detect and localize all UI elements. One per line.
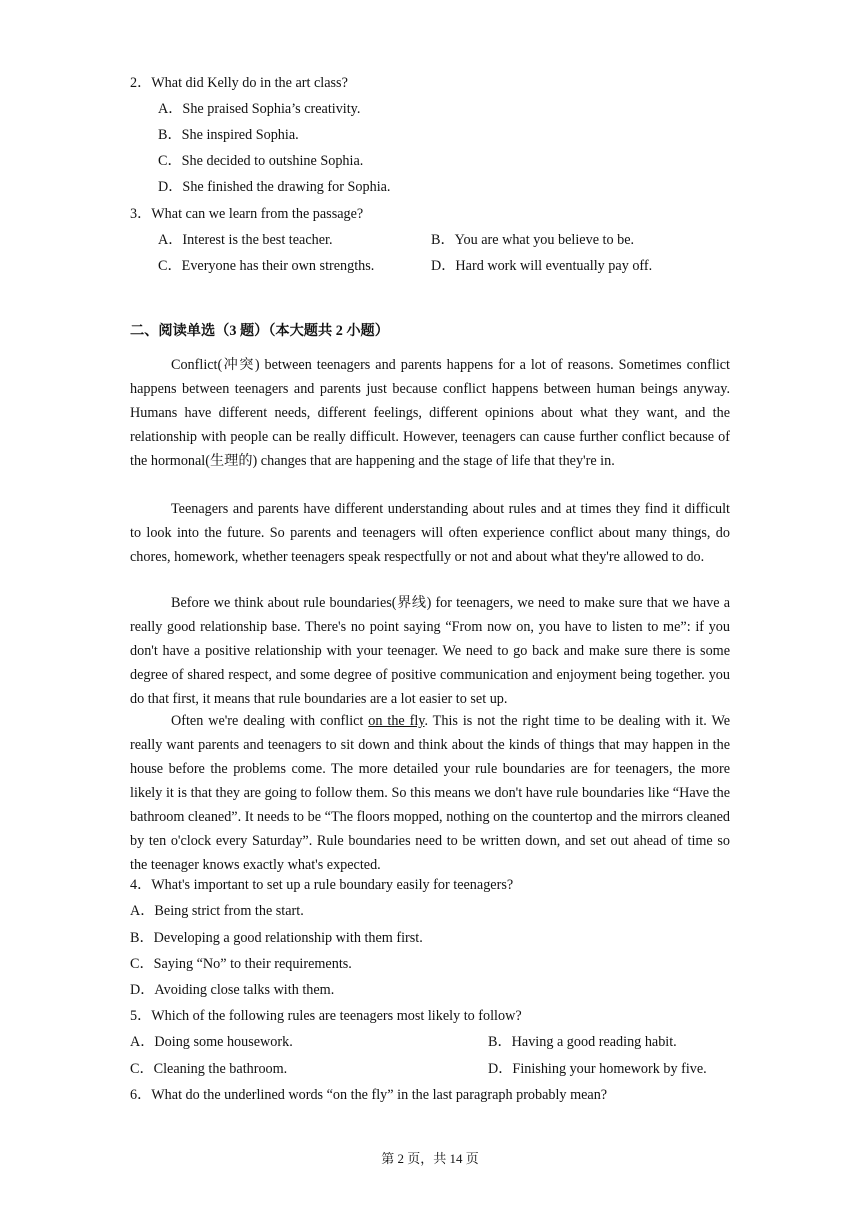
- question-4-option-a: A．Being strict from the start.: [130, 903, 304, 919]
- passage-paragraph-1: Conflict(冲突) between teenagers and parents happens for a lot of reasons. Sometimes conflict happens between teenagers and parents just because conflict happens between human beings anyway. Humans have different needs, different feelings, different opinions about what they want, and the relationship with people can be really difficult. However, teenagers can cause further conflict because of the hormonal(生理的) changes that are happening and the stage of life that they're in.: [130, 357, 730, 469]
- question-6-stem: 6．What do the underlined words “on the fly” in the last paragraph probably mean?: [130, 1087, 608, 1103]
- question-5-option-d: D．Finishing your homework by five.: [488, 1061, 707, 1077]
- question-3-option-c: C．Everyone has their own strengths.: [158, 258, 375, 274]
- question-5-option-b: B．Having a good reading habit.: [488, 1034, 677, 1050]
- question-5-stem: 5．Which of the following rules are teenagers most likely to follow?: [130, 1008, 522, 1024]
- passage-paragraph-4: [130, 709, 730, 877]
- question-3-option-a: A．Interest is the best teacher.: [158, 232, 333, 248]
- question-2-option-b: B．She inspired Sophia.: [158, 127, 299, 143]
- passage-paragraph-4-start: Often we're dealing with conflict: [171, 713, 369, 729]
- question-3-option-d: D．Hard work will eventually pay off.: [431, 258, 653, 274]
- question-3-option-b: B．You are what you believe to be.: [431, 232, 635, 248]
- passage-paragraph-3: Before we think about rule boundaries(界线) for teenagers, we need to make sure that we have a really good relationship base. There's no point saying “From now on, you have to listen to me”: if you don't have a positive relationship with your teenager. We need to go back and make sure there is some degree of shared respect, and some degree of positive communication and enjoyment being together. you do that first, it means that rule boundaries are a lot easier to set up.: [130, 595, 730, 707]
- passage-paragraph-4-rest: . This is not the right time to be dealing with it. We really want parents and teenagers to sit down and think about the kinds of things that may happen in the house before the problems come. The more detailed your rule boundaries are for teenagers, the more likely it is that they are going to follow them. So this means we don't have rule boundaries like “Have the bathroom cleaned”. It needs to be “The floors mopped, nothing on the countertop and the mirrors cleaned by ten o'clock every Saturday”. Rule boundaries need to be written down, and set out ahead of time so the teenager knows exactly what's expected.: [130, 713, 730, 873]
- question-4-option-c: C．Saying “No” to their requirements.: [130, 956, 352, 972]
- question-2-option-d: D．She finished the drawing for Sophia.: [158, 179, 391, 195]
- page-number-footer: 第 2 页，共 14 页: [381, 1151, 479, 1166]
- question-2-stem: 2．What did Kelly do in the art class?: [130, 75, 348, 91]
- underlined-phrase: on the fly: [368, 713, 425, 729]
- question-2-option-c: C．She decided to outshine Sophia.: [158, 153, 364, 169]
- section-heading: 二、阅读单选（3 题）（本大题共 2 小题）: [130, 323, 389, 339]
- question-4-stem: 4．What's important to set up a rule boundary easily for teenagers?: [130, 877, 514, 893]
- question-2-option-a: A．She praised Sophia’s creativity.: [158, 101, 361, 117]
- question-4-option-d: D．Avoiding close talks with them.: [130, 982, 335, 998]
- question-4-option-b: B．Developing a good relationship with them first.: [130, 930, 423, 946]
- question-5-option-c: C．Cleaning the bathroom.: [130, 1061, 288, 1077]
- passage-paragraph-2: Teenagers and parents have different understanding about rules and at times they find it difficult to look into the future. So parents and teenagers will often experience conflict about many things, do chores, homework, whether teenagers speak respectfully or not and about what they're allowed to do.: [130, 501, 730, 565]
- question-3-stem: 3．What can we learn from the passage?: [130, 206, 364, 222]
- question-5-option-a: A．Doing some housework.: [130, 1034, 293, 1050]
